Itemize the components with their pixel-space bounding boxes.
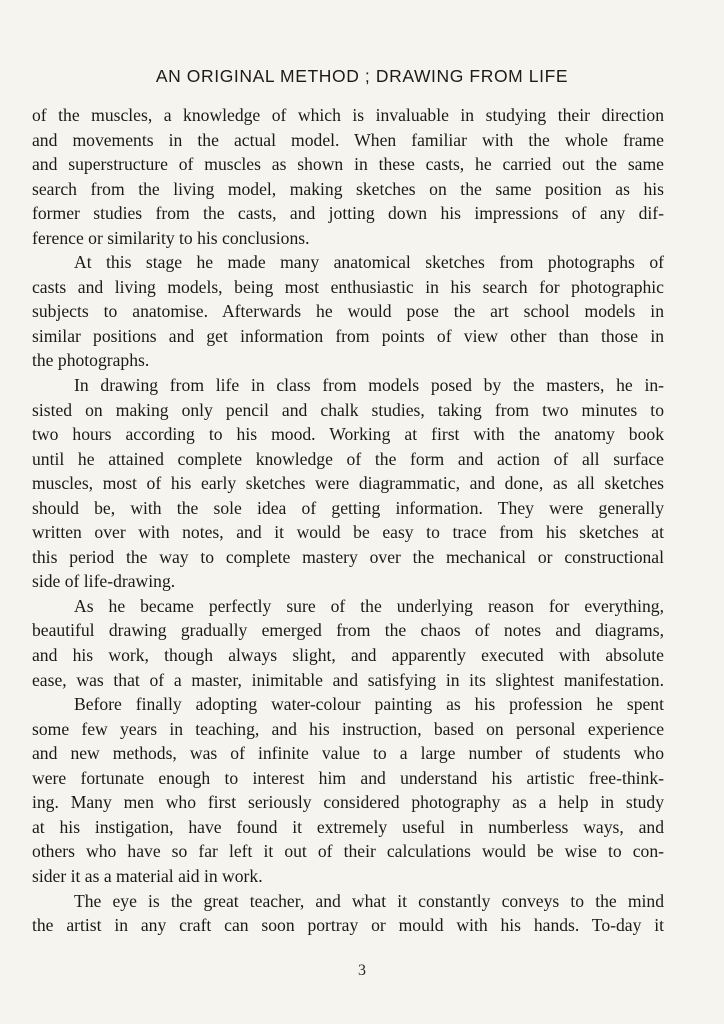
text-line: former studies from the casts, and jotting down his impressions of any dif- (32, 203, 664, 224)
text-line: were fortunate enough to interest him and understand his artistic free-think- (32, 767, 664, 788)
text-line: some few years in teaching, and his instruction, based on personal experience (32, 718, 664, 739)
text-line: at his instigation, have found it extremely useful in numberless ways, and (32, 816, 664, 837)
text-line: subjects to anatomise. Afterwards he would pose the art school models in (32, 301, 664, 322)
text-line: casts and living models, being most enthusiastic in his search for photographic (32, 276, 664, 297)
text-line: this period the way to complete mastery over the mechanical or constructional (32, 546, 664, 567)
page-number: 3 (358, 962, 366, 979)
text-line: sider it as a material aid in work. (32, 865, 263, 886)
text-line: ference or similarity to his conclusions. (32, 227, 310, 248)
text-line: beautiful drawing gradually emerged from the chaos of notes and diagrams, (32, 620, 664, 641)
body-text (32, 103, 664, 938)
text-line: side of life-drawing. (32, 571, 176, 592)
text-line: the photographs. (32, 350, 150, 371)
text-line: search from the living model, making sketches on the same position as his (32, 178, 664, 199)
text-line: others who have so far left it out of their calculations would be wise to con- (32, 841, 664, 862)
text-line: and new methods, was of infinite value to a large number of students who (32, 743, 664, 764)
text-line: similar positions and get information from points of view other than those in (32, 325, 664, 346)
text-line: sisted on making only pencil and chalk studies, taking from two minutes to (32, 399, 664, 420)
text-line: and movements in the actual model. When familiar with the whole frame (32, 129, 664, 150)
text-line: ease, was that of a master, inimitable and satisfying in its slightest manifestation. (32, 669, 664, 690)
text-line: and superstructure of muscles as shown in these casts, he carried out the same (32, 154, 664, 175)
text-line: the artist in any craft can soon portray or mould with his hands. To-day it (32, 915, 664, 936)
text-line: written over with notes, and it would be easy to trace from his sketches at (32, 522, 664, 543)
text-line: and his work, though always slight, and apparently executed with absolute (32, 645, 664, 666)
running-head: AN ORIGINAL METHOD ; DRAWING FROM LIFE (155, 66, 569, 86)
text-line: two hours according to his mood. Working at first with the anatomy book (32, 424, 664, 445)
text-line: In drawing from life in class from models posed by the masters, he in- (74, 375, 664, 396)
text-line: At this stage he made many anatomical sketches from photographs of (74, 252, 664, 273)
text-line: Before finally adopting water-colour painting as his profession he spent (74, 694, 664, 715)
text-line: muscles, most of his early sketches were diagrammatic, and done, as all sketches (32, 473, 664, 494)
text-line: ing. Many men who first seriously considered photography as a help in study (32, 792, 664, 813)
text-line: until he attained complete knowledge of the form and action of all surface (32, 448, 664, 469)
text-line: should be, with the sole idea of getting information. They were generally (32, 497, 664, 518)
text-line: of the muscles, a knowledge of which is invaluable in studying their direction (32, 105, 664, 125)
text-line: The eye is the great teacher, and what it constantly conveys to the mind (74, 890, 664, 911)
text-line: As he became perfectly sure of the underlying reason for everything, (74, 595, 664, 616)
